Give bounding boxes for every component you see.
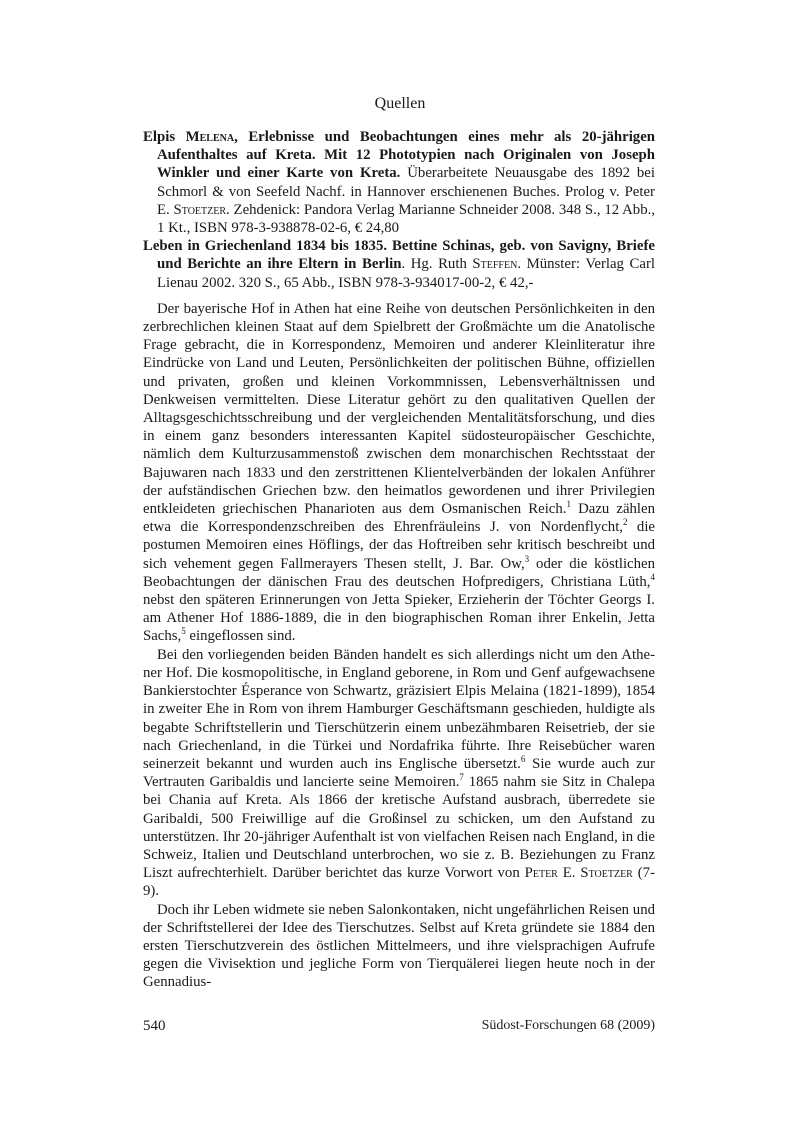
paragraph-3: Doch ihr Leben widmete sie neben Salonkontaken, nicht ungefährlichen Reisen und der Schriftstellerei der Idee des Tierschutzes. Selbst auf Kreta gründete sie 1884 den ersten Tierschutzverein des östlichen Mittelmeers, und ihre vielsprachigen Aufrufe gegen die Vivisektion und jegliche Form von Tierquälerei liegen heute noch in der Gennadius-	[143, 901, 655, 991]
book-title: Leben in Griechenland 1834 bis 1835. Bettine Schinas, geb. von Savigny, Briefe und Berichte an ihre Eltern in Berlin	[143, 238, 655, 273]
running-head: Quellen	[374, 95, 426, 112]
book-editor: Steffen	[472, 256, 518, 273]
author-name: Peter E. Stoetzer	[524, 865, 633, 882]
book-details: Überarbeitete Neuausgabe des 1892 bei Schmorl & von Seefeld Nachf. in Hannover erschienenen Buches. Prolog v. Peter E.	[157, 165, 655, 218]
text-run: oder die köstlichen Beobachtungen der dänischen Frau des deutschen Hofpredigers, Christiana Lüth,	[143, 555, 655, 590]
footnote-ref-3[interactable]: 3	[524, 553, 530, 564]
footnote-ref-2[interactable]: 2	[623, 517, 628, 528]
text-run: nebst den späteren Erinnerungen von Jetta Spieker, Erzieherin der Töchter Georgs I. am Athener Hof 1886-1889, die in den biographischen Roman ihrer Enkelin, Jetta Sachs,	[143, 592, 655, 645]
paragraph-1	[143, 300, 655, 646]
book-details-rest: . Zehdenick: Pandora Verlag Marianne Schneider 2008. 348 S., 12 Abb., 1 Kt., ISBN 978-3-938878-02-6, € 24,80	[157, 201, 655, 237]
footnote-ref-7[interactable]: 7	[459, 772, 464, 783]
footnote-ref-4[interactable]: 4	[650, 571, 655, 582]
footnote-ref-1[interactable]: 1	[566, 499, 571, 510]
text-run: (7-9).	[143, 865, 656, 900]
text-run: Dazu zählen etwa die Korrespondenzschreiben des Ehrenfräuleins J. von Nordenflycht,	[143, 501, 655, 536]
text-run: 1865 nahm sie Sitz in Chalepa bei Chania auf Kreta. Als 1866 der kretische Aufstand ausbrach, überredete sie Garibaldi, 500 Freiwillige auf die Großinsel zu schicken, um den Aufstand zu unterstützen. Ihr 20-jähriger Aufenthalt ist von vielfachen Reisen nach England, in die Schweiz, Italien und Deutschland unterbrochen, wo sie z. B. Beziehungen zu Franz Liszt aufrechterhielt. Darüber berichtet das kurze Vorwort von	[143, 774, 655, 882]
footnote-ref-6[interactable]: 6	[520, 753, 526, 764]
book-details-rest: . Münster: Verlag Carl Lienau 2002. 320 S., 65 Abb., ISBN 978-3-934017-00-2, € 42,-	[157, 256, 655, 291]
text-run: Bei den vorliegenden beiden Bänden handelt es sich allerdings nicht um den Athener Hof. Die kosmopolitische, in England geborene, in Rom und Genf aufgewachsene Bankierstochter Ésperance von Schwartz, gräzisiert Elpis Melaina (1821-1899), 1854 in zweiter Ehe in Rom von ihrem Hamburger Geschäftsmann geschieden, huldigte als begabte Schriftstellerin und Tierschützerin einem unbezähmbaren Reisetrieb, der sie nach Griechenland, in die Türkei und Nordafrika führte. Ihre Reisebücher waren seinerzeit bekannt und wurden auch ins Englische übersetzt.	[143, 646, 655, 772]
text-run: eingeflossen sind.	[185, 628, 296, 645]
journal-reference: Südost-Forschungen 68 (2009)	[481, 1018, 655, 1033]
footnote-ref-5[interactable]: 5	[181, 626, 186, 637]
book-citation-1	[143, 128, 655, 237]
page-number: 540	[143, 1018, 166, 1034]
book-editor: Stoetzer	[173, 201, 227, 218]
book-citation-2	[143, 237, 655, 292]
book-details: . Hg. Ruth	[401, 256, 473, 273]
book-author-surname: Melena	[185, 129, 235, 145]
page-body	[143, 128, 655, 992]
text-run: die postumen Memoiren eines Höflings, der das Hoftreiben sehr kritisch beschreibt und sich vehement gegen Fallmerayers Thesen stellt, J. Bar. Ow,	[143, 519, 655, 572]
book-author-first-name: Elpis	[143, 129, 186, 145]
book-title: , Erlebnisse und Beobachtungen eines mehr als 20-jährigen Aufenthaltes auf Kreta. Mit 12 Phototypien nach Originalen von Joseph Winkler und einer Karte von Kreta.	[157, 129, 655, 182]
text-run: Der bayerische Hof in Athen hat eine Reihe von deutschen Persönlichkeiten in den zerbrechlichen kleinen Staat auf dem Spielbrett der Großmächte um die Anatolische Frage gebracht, die in Korrespondenz, Memoiren und anderer Kleinliteratur ihre Eindrücke von Land und Leuten, Persönlichkeiten der politischen Bühne, offiziellen und privaten, großen und kleinen Vorkommnissen, Lebensverhältnissen und Denkweisen vermittelten. Diese Literatur gehört zu den qualitativen Quellen der Alltagsgeschichtsschreibung und der vergleichenden Mentalitätsforschung, und dies in einem ganz besonders interessanten Kapitel südosteuropäischer Geschichte, nämlich dem Kulturzusammenstoß zwischen dem monarchischen Rechtsstaat der Bajuwaren nach 1833 und den zerstrittenen Klientelverbänden der lokalen Anführer der aufständischen Griechen bzw. den heimatlos gewordenen und ihrer Privilegien entkleideten griechischen Phanarioten aus dem Osmanischen Reich.	[143, 300, 655, 518]
paragraph-2	[143, 646, 655, 901]
text-run: Sie wurde auch zur Vertrauten Garibaldis und lancierte seine Memoiren.	[143, 755, 655, 791]
